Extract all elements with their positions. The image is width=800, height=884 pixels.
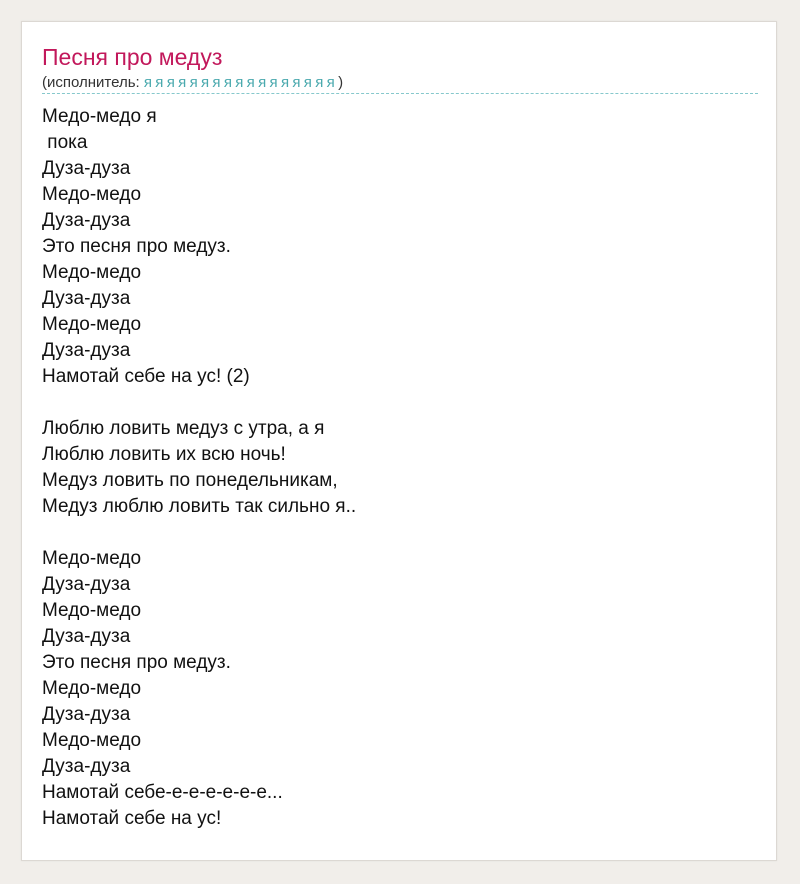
- artist-prefix: (исполнитель:: [42, 74, 144, 91]
- lyric-line: Намотай себе на ус!: [42, 808, 222, 829]
- lyric-line: Дуза-дуза: [42, 704, 131, 725]
- lyric-line: Люблю ловить их всю ночь!: [42, 444, 286, 465]
- lyric-line: Медуз люблю ловить так сильно я..: [42, 496, 357, 517]
- artist-line: [42, 73, 758, 94]
- lyric-line: Медо-медо: [42, 184, 142, 205]
- lyric-line: Медо-медо: [42, 314, 142, 335]
- artist-link[interactable]: яяяяяяяяяяяяяяяяя: [143, 74, 339, 91]
- artist-suffix: ): [338, 74, 344, 91]
- lyric-line: Намотай себе-е-е-е-е-е-е...: [42, 782, 283, 803]
- lyric-line: Дуза-дуза: [42, 574, 131, 595]
- lyric-line: Медо-медо: [42, 678, 142, 699]
- lyric-line: Это песня про медуз.: [42, 652, 231, 673]
- lyric-line: Медо-медо: [42, 600, 142, 621]
- lyrics-text: [42, 104, 758, 832]
- lyrics-card: [21, 21, 777, 861]
- lyric-line: Дуза-дуза: [42, 340, 131, 361]
- lyric-line: пока: [42, 132, 88, 153]
- lyric-line: Это песня про медуз.: [42, 236, 231, 257]
- lyric-line: Дуза-дуза: [42, 756, 131, 777]
- lyric-line: Медо-медо: [42, 730, 142, 751]
- lyric-line: Медо-медо: [42, 548, 142, 569]
- lyric-line: Дуза-дуза: [42, 288, 131, 309]
- lyric-line: Намотай себе на ус! (2): [42, 366, 250, 387]
- lyric-line: [42, 520, 758, 546]
- song-title: Песня про медуз: [42, 44, 223, 70]
- lyric-line: Медо-медо: [42, 262, 142, 283]
- lyric-line: Люблю ловить медуз с утра, а я: [42, 418, 325, 439]
- lyric-line: [42, 390, 758, 416]
- lyric-line: Медуз ловить по понедельникам,: [42, 470, 338, 491]
- lyric-line: Медо-медо я: [42, 106, 157, 127]
- lyric-line: Дуза-дуза: [42, 158, 131, 179]
- lyric-line: Дуза-дуза: [42, 626, 131, 647]
- lyric-line: Дуза-дуза: [42, 210, 131, 231]
